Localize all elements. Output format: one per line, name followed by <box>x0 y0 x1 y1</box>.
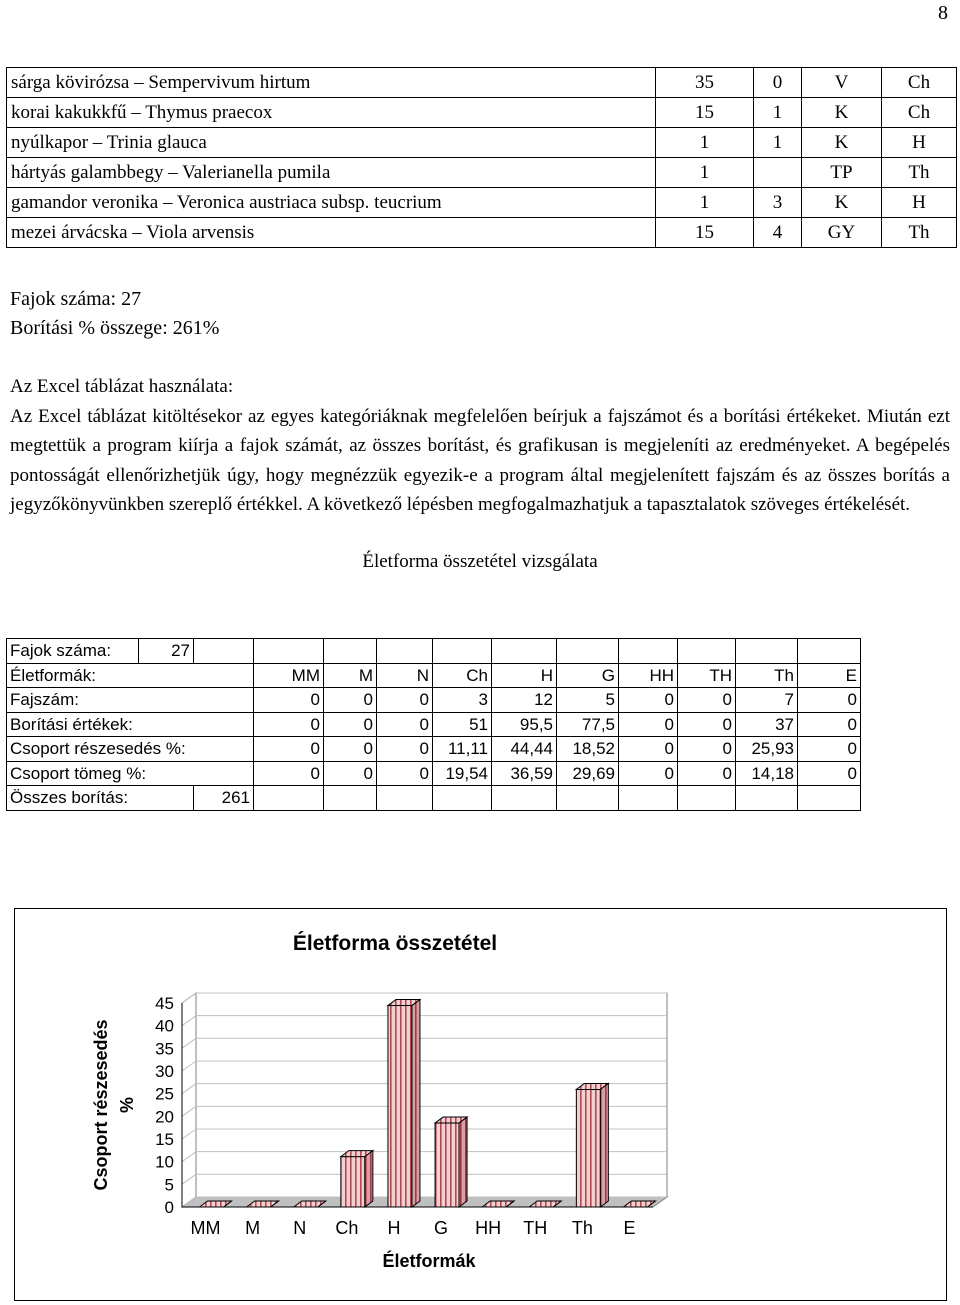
species-count: Fajok száma: 27 <box>10 288 142 310</box>
excel-cell <box>194 639 254 664</box>
excel-label: Borítási értékek: <box>7 712 254 737</box>
y-tick-label: 30 <box>155 1062 174 1081</box>
excel-row <box>7 786 861 811</box>
excel-cell <box>736 786 798 811</box>
x-tick-label: E <box>623 1218 636 1238</box>
excel-cell <box>433 639 492 664</box>
y-tick-label: 45 <box>155 994 174 1013</box>
excel-cell: H <box>492 663 557 688</box>
y-tick-label: 40 <box>155 1016 174 1036</box>
excel-cell <box>324 639 377 664</box>
species-category: GY <box>802 218 882 248</box>
excel-cell: Ch <box>433 663 492 688</box>
excel-cell: 0 <box>324 761 377 786</box>
x-tick-label: G <box>434 1218 449 1238</box>
excel-cell: 0 <box>254 712 324 737</box>
species-cover: 1 <box>656 158 754 188</box>
excel-cell: 0 <box>254 737 324 762</box>
excel-cell: 0 <box>798 712 861 737</box>
excel-cell <box>798 639 861 664</box>
species-life-form: H <box>882 128 957 158</box>
excel-cell <box>254 786 324 811</box>
y-axis-title-unit: % <box>117 1096 137 1114</box>
bar-side <box>600 1083 608 1207</box>
excel-cell: 19,54 <box>433 761 492 786</box>
excel-label: Összes borítás: <box>7 786 194 811</box>
excel-cell: 0 <box>377 761 433 786</box>
excel-cell: HH <box>619 663 678 688</box>
excel-cell <box>678 639 736 664</box>
excel-usage-paragraph: Az Excel táblázat kitöltésekor az egyes kategóriáknak megfelelően beírjuk a fajszámot és a borítási értékeket. Miután ezt megtettük a program kiírja a fajok számát, az összes borítást, és grafikusan is megjeleníti az eredményeket. A begépelés pontosságát ellenőrizhetjük úgy, hogy megnézzük egyezik-e a program által megjelenített fajszám és az összes borítás a jegyzőkönyvünkben szereplő értékkel. A következő lépésben megfogalmazhatjuk a tapasztalatok szöveges értékelését. <box>10 405 950 515</box>
excel-row <box>7 737 861 762</box>
species-cover: 15 <box>656 218 754 248</box>
chart-side-wall <box>182 993 196 1207</box>
chart-frame <box>14 908 947 1301</box>
excel-cell: 95,5 <box>492 712 557 737</box>
species-value: 1 <box>754 98 802 128</box>
excel-label: Fajszám: <box>7 688 254 713</box>
y-tick-label: 0 <box>164 1198 174 1217</box>
species-cover: 15 <box>656 98 754 128</box>
excel-cell <box>557 786 619 811</box>
life-form-chart <box>15 909 946 1300</box>
excel-cell: 0 <box>678 737 736 762</box>
excel-cell <box>433 786 492 811</box>
page-number: 8 <box>938 2 948 24</box>
species-category: TP <box>802 158 882 188</box>
bar-front <box>388 1006 412 1207</box>
species-row <box>7 128 957 158</box>
excel-cell: 7 <box>736 688 798 713</box>
x-tick-label: TH <box>523 1218 548 1238</box>
excel-cell: 0 <box>377 712 433 737</box>
excel-cell <box>492 786 557 811</box>
species-cover: 1 <box>656 128 754 158</box>
species-life-form: Ch <box>882 98 957 128</box>
excel-cell: 0 <box>619 737 678 762</box>
excel-cell: N <box>377 663 433 688</box>
species-cover: 1 <box>656 188 754 218</box>
excel-row <box>7 688 861 713</box>
bar-front <box>435 1123 459 1207</box>
excel-cell: Th <box>736 663 798 688</box>
excel-cell <box>492 639 557 664</box>
species-name: nyúlkapor – Trinia glauca <box>7 128 656 158</box>
y-tick-label: 25 <box>155 1084 174 1104</box>
excel-cell: 0 <box>377 688 433 713</box>
excel-cell: 14,18 <box>736 761 798 786</box>
excel-cell: 0 <box>377 737 433 762</box>
excel-cell <box>798 786 861 811</box>
x-tick-label: N <box>293 1218 307 1238</box>
excel-cell: TH <box>678 663 736 688</box>
species-value: 3 <box>754 188 802 218</box>
excel-label: Fajok száma: <box>7 639 139 664</box>
excel-usage-heading: Az Excel táblázat használata: <box>10 376 234 397</box>
excel-cell: 18,52 <box>557 737 619 762</box>
species-life-form: Th <box>882 158 957 188</box>
excel-cell: 0 <box>678 712 736 737</box>
excel-cell: 3 <box>433 688 492 713</box>
excel-species-count-value: 27 <box>139 639 194 664</box>
y-tick-label: 5 <box>164 1175 174 1195</box>
excel-cell: 0 <box>678 688 736 713</box>
bar-side <box>412 1000 420 1207</box>
excel-cell: 0 <box>324 737 377 762</box>
species-value: 4 <box>754 218 802 248</box>
excel-cell: 0 <box>798 688 861 713</box>
bar-front <box>341 1157 365 1207</box>
excel-cell: 29,69 <box>557 761 619 786</box>
chart-title: Életforma összetétel <box>292 932 498 955</box>
y-tick-label: 20 <box>155 1107 174 1127</box>
y-tick-label: 35 <box>155 1039 174 1059</box>
excel-cell: 12 <box>492 688 557 713</box>
excel-total-value: 261 <box>194 786 254 811</box>
excel-label: Csoport részesedés %: <box>7 737 254 762</box>
cover-total: Borítási % összege: 261% <box>10 317 220 339</box>
bar-front <box>576 1089 600 1207</box>
species-category: K <box>802 128 882 158</box>
species-value: 0 <box>754 68 802 98</box>
x-tick-label: MM <box>190 1218 221 1238</box>
excel-cell: 0 <box>678 761 736 786</box>
section-title: Életforma összetétel vizsgálata <box>362 551 598 572</box>
excel-label: Életformák: <box>7 663 254 688</box>
species-row <box>7 188 957 218</box>
y-tick-label: 15 <box>155 1130 174 1149</box>
excel-cell <box>736 639 798 664</box>
excel-cell <box>557 639 619 664</box>
excel-cell <box>678 786 736 811</box>
bar-side <box>365 1151 373 1207</box>
excel-cell <box>254 639 324 664</box>
excel-cell: 0 <box>619 688 678 713</box>
excel-row <box>7 639 861 664</box>
excel-cell: 44,44 <box>492 737 557 762</box>
species-table <box>6 67 957 248</box>
excel-cell: 5 <box>557 688 619 713</box>
excel-row <box>7 712 861 737</box>
species-name: korai kakukkfű – Thymus praecox <box>7 98 656 128</box>
excel-cell: 0 <box>324 688 377 713</box>
species-life-form: H <box>882 188 957 218</box>
excel-cell: 0 <box>798 761 861 786</box>
excel-cell: 11,11 <box>433 737 492 762</box>
excel-cell <box>377 639 433 664</box>
excel-cell: 0 <box>254 688 324 713</box>
excel-row <box>7 761 861 786</box>
x-tick-label: Ch <box>335 1218 359 1238</box>
species-life-form: Ch <box>882 68 957 98</box>
excel-cell <box>324 786 377 811</box>
excel-cell: 0 <box>619 761 678 786</box>
species-name: gamandor veronika – Veronica austriaca subsp. teucrium <box>7 188 656 218</box>
excel-table <box>6 638 861 811</box>
species-name: mezei árvácska – Viola arvensis <box>7 218 656 248</box>
excel-cell: 36,59 <box>492 761 557 786</box>
excel-cell: 0 <box>254 761 324 786</box>
y-tick-label: 10 <box>155 1152 174 1172</box>
species-category: K <box>802 98 882 128</box>
excel-cell: 25,93 <box>736 737 798 762</box>
y-axis-title: Csoport részesedés <box>91 1019 111 1191</box>
species-row <box>7 158 957 188</box>
excel-cell: 51 <box>433 712 492 737</box>
species-row <box>7 68 957 98</box>
excel-cell: M <box>324 663 377 688</box>
x-tick-label: H <box>387 1218 401 1238</box>
excel-row <box>7 663 861 688</box>
species-name: sárga kövirózsa – Sempervivum hirtum <box>7 68 656 98</box>
species-category: K <box>802 188 882 218</box>
species-row <box>7 218 957 248</box>
excel-cell <box>619 786 678 811</box>
species-value <box>754 158 802 188</box>
species-row <box>7 98 957 128</box>
excel-cell: 0 <box>324 712 377 737</box>
x-tick-label: HH <box>475 1218 502 1238</box>
bar-side <box>459 1117 467 1207</box>
excel-cell: 0 <box>798 737 861 762</box>
excel-label: Csoport tömeg %: <box>7 761 254 786</box>
x-axis-title: Életformák <box>382 1251 476 1271</box>
excel-cell: 37 <box>736 712 798 737</box>
excel-cell: G <box>557 663 619 688</box>
species-value: 1 <box>754 128 802 158</box>
excel-cell: MM <box>254 663 324 688</box>
excel-cell: E <box>798 663 861 688</box>
species-cover: 35 <box>656 68 754 98</box>
species-name: hártyás galambbegy – Valerianella pumila <box>7 158 656 188</box>
excel-cell <box>377 786 433 811</box>
x-tick-label: Th <box>571 1218 593 1238</box>
excel-cell <box>619 639 678 664</box>
species-category: V <box>802 68 882 98</box>
x-tick-label: M <box>245 1218 261 1238</box>
excel-cell: 77,5 <box>557 712 619 737</box>
excel-cell: 0 <box>619 712 678 737</box>
species-life-form: Th <box>882 218 957 248</box>
